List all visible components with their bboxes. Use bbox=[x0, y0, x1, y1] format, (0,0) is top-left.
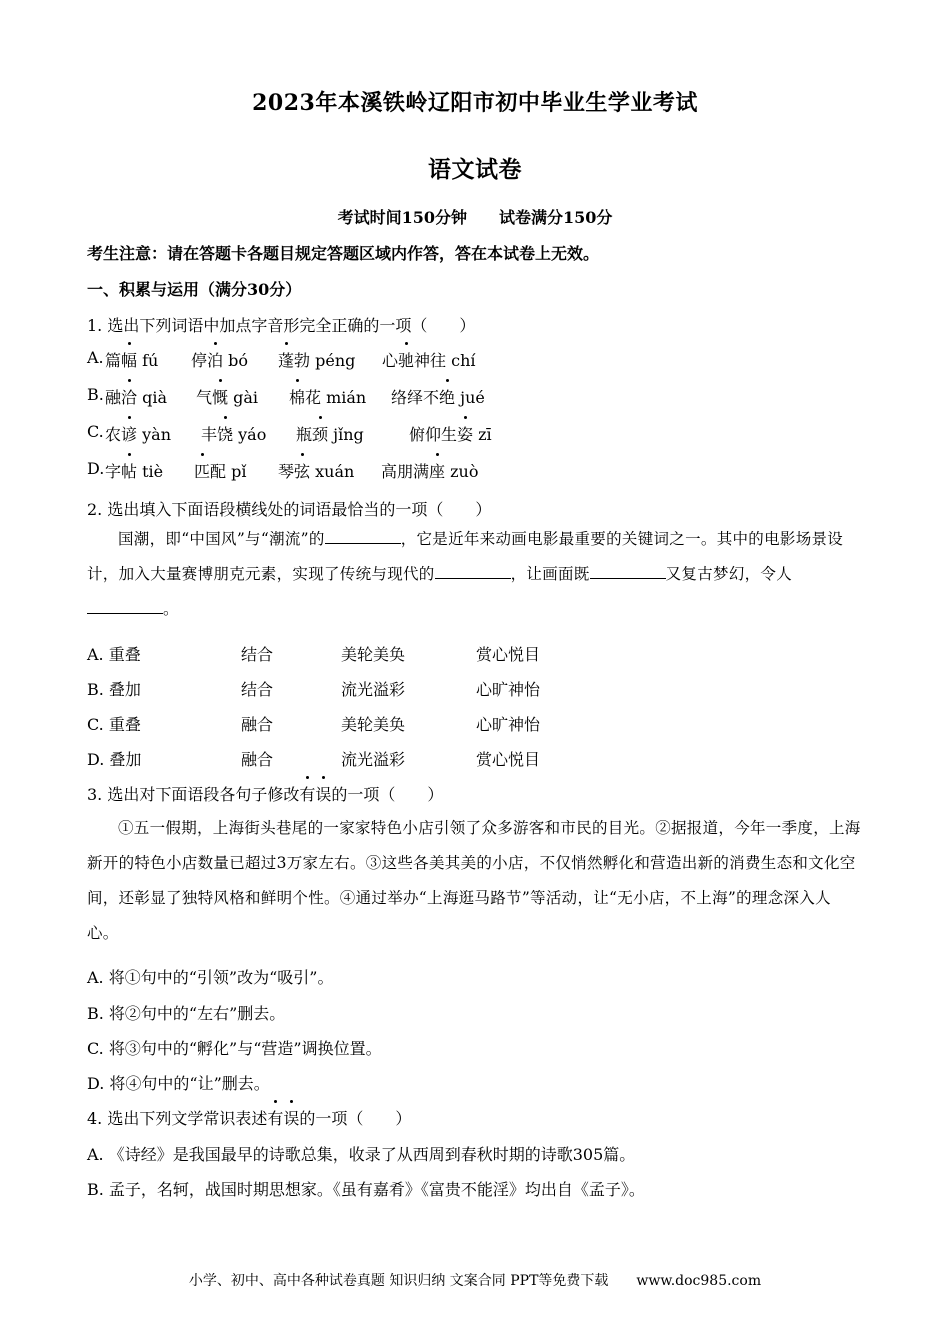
q1-b-label: B. bbox=[87, 385, 104, 404]
q2-a-2: 结合 bbox=[241, 645, 274, 664]
q1-d-item2: 匹配 pǐ bbox=[194, 459, 246, 482]
dotted-char: 有 bbox=[299, 782, 315, 805]
exam-info: 考试时间150分钟 试卷满分150分 bbox=[337, 208, 613, 227]
q1-a-item2: 停泊 bó bbox=[191, 348, 248, 371]
q1-c-item1: 农谚 yàn bbox=[105, 422, 171, 445]
section-heading: 一、积累与运用（满分30分） bbox=[87, 280, 302, 299]
dotted-char: 驰 bbox=[398, 348, 414, 371]
dotted-char: 弦 bbox=[294, 459, 310, 482]
dotted-char: 误 bbox=[315, 782, 331, 805]
dotted-char: 姿 bbox=[457, 422, 473, 445]
q4-stem: 4. 选出下列文学常识表述有误的一项（ ） bbox=[87, 1106, 411, 1129]
dotted-char: 绝 bbox=[439, 385, 455, 408]
dotted-char: 有 bbox=[267, 1106, 283, 1129]
dotted-char: 饶 bbox=[217, 422, 233, 445]
q2-a-4: 赏心悦目 bbox=[476, 645, 541, 664]
q3-option-a: A. 将①句中的“引领”改为“吸引”。 bbox=[87, 968, 334, 987]
q2-a-1: A. 重叠 bbox=[87, 645, 141, 664]
dotted-char: 座 bbox=[429, 459, 445, 482]
q2-d-1: D. 叠加 bbox=[87, 750, 142, 769]
q1-b-item2: 气慨 gài bbox=[196, 385, 258, 408]
q1-d-item3: 琴弦 xuán bbox=[278, 459, 354, 482]
candidate-notice: 考生注意：请在答题卡各题目规定答题区域内作答，答在本试卷上无效。 bbox=[87, 244, 600, 263]
dotted-char: 谚 bbox=[121, 422, 137, 445]
q2-d-4: 赏心悦目 bbox=[476, 750, 541, 769]
q4-option-b: B. 孟子，名轲，战国时期思想家。《虽有嘉肴》《富贵不能淫》均出自《孟子》。 bbox=[87, 1180, 645, 1199]
q3-stem: 3. 选出对下面语段各句子修改有误的一项（ ） bbox=[87, 782, 443, 805]
q1-c-item2: 丰饶 yáo bbox=[201, 422, 266, 445]
q2-b-1: B. 叠加 bbox=[87, 680, 141, 699]
q1-a-item3: 蓬勃 péng bbox=[278, 348, 355, 371]
q1-d-item4: 高朋满座 zuò bbox=[381, 459, 478, 482]
q1-d-item1: 字帖 tiè bbox=[105, 459, 163, 482]
q1-d-label: D. bbox=[87, 459, 105, 478]
q1-c-item3: 瓶颈 jǐng bbox=[296, 422, 364, 445]
q1-b-item4: 络绎不绝 jué bbox=[391, 385, 485, 408]
q2-d-3: 流光溢彩 bbox=[341, 750, 406, 769]
q2-c-2: 融合 bbox=[241, 715, 274, 734]
q2-d-2: 融合 bbox=[241, 750, 274, 769]
q1-b-item1: 融洽 qià bbox=[105, 385, 167, 408]
dotted-char: 误 bbox=[283, 1106, 299, 1129]
q4-option-a: A. 《诗经》是我国最早的诗歌总集，收录了从西周到春秋时期的诗歌305篇。 bbox=[87, 1145, 636, 1164]
q1-c-item4: 俯仰生姿 zī bbox=[409, 422, 492, 445]
q2-stem: 2. 选出填入下面语段横线处的词语最恰当的一项（ ） bbox=[87, 500, 492, 519]
dotted-char: 颈 bbox=[312, 422, 328, 445]
q2-c-3: 美轮美奂 bbox=[341, 715, 406, 734]
dotted-char: 泊 bbox=[207, 348, 223, 371]
q1-c-label: C. bbox=[87, 422, 104, 441]
q2-c-4: 心旷神怡 bbox=[476, 715, 541, 734]
dotted-char: 洽 bbox=[121, 385, 137, 408]
dotted-char: 蓬 bbox=[278, 348, 294, 371]
q2-b-3: 流光溢彩 bbox=[341, 680, 406, 699]
q2-b-4: 心旷神怡 bbox=[476, 680, 541, 699]
q3-option-b: B. 将②句中的“左右”删去。 bbox=[87, 1004, 286, 1023]
q1-stem: 1. 选出下列词语中加点字音形完全正确的一项（ ） bbox=[87, 316, 476, 335]
q2-c-1: C. 重叠 bbox=[87, 715, 141, 734]
q1-a-item1: 篇幅 fú bbox=[105, 348, 158, 371]
q3-passage: ①五一假期，上海街头巷尾的一家家特色小店引领了众多游客和市民的目光。②据报道，今年一季度，上海新开的特色小店数量已超过3万家左右。③这些各美其美的小店，不仅悄然孵化和营造出新的消费生态和文化空间，还彰显了独特风格和鲜明个性。④通过举办“上海逛马路节”等活动，让“无小店，不上海”的理念深入人心。 bbox=[87, 819, 861, 942]
dotted-char: 棉 bbox=[289, 385, 305, 408]
exam-subtitle: 语文试卷 bbox=[428, 156, 522, 183]
dotted-char: 匹 bbox=[194, 459, 210, 482]
q1-a-label: A. bbox=[87, 348, 104, 367]
q3-option-d: D. 将④句中的“让”删去。 bbox=[87, 1074, 270, 1093]
exam-title: 2023年本溪铁岭辽阳市初中毕业生学业考试 bbox=[252, 90, 698, 116]
answer-blank bbox=[325, 529, 401, 544]
q1-b-item3: 棉花 mián bbox=[289, 385, 366, 408]
q2-a-3: 美轮美奂 bbox=[341, 645, 406, 664]
q2-b-2: 结合 bbox=[241, 680, 274, 699]
answer-blank bbox=[435, 564, 511, 579]
answer-blank bbox=[87, 599, 163, 614]
dotted-char: 帖 bbox=[121, 459, 137, 482]
page-footer: 小学、初中、高中各种试卷真题 知识归纳 文案合同 PPT等免费下载 www.doc985.com bbox=[188, 1273, 762, 1289]
q2-passage: 国潮，即“中国风”与“潮流”的 ，它是近年来动画电影最重要的关键词之一。其中的电影场景设计，加入大量赛博朋克元素，实现了传统与现代的 ，让画面既 又复古梦幻，令人。 bbox=[87, 530, 844, 618]
q3-option-c: C. 将③句中的“孵化”与“营造”调换位置。 bbox=[87, 1039, 382, 1058]
dotted-char: 幅 bbox=[121, 348, 137, 371]
q1-a-item4: 心驰神往 chí bbox=[382, 348, 476, 371]
dotted-char: 慨 bbox=[212, 385, 228, 408]
answer-blank bbox=[590, 564, 666, 579]
